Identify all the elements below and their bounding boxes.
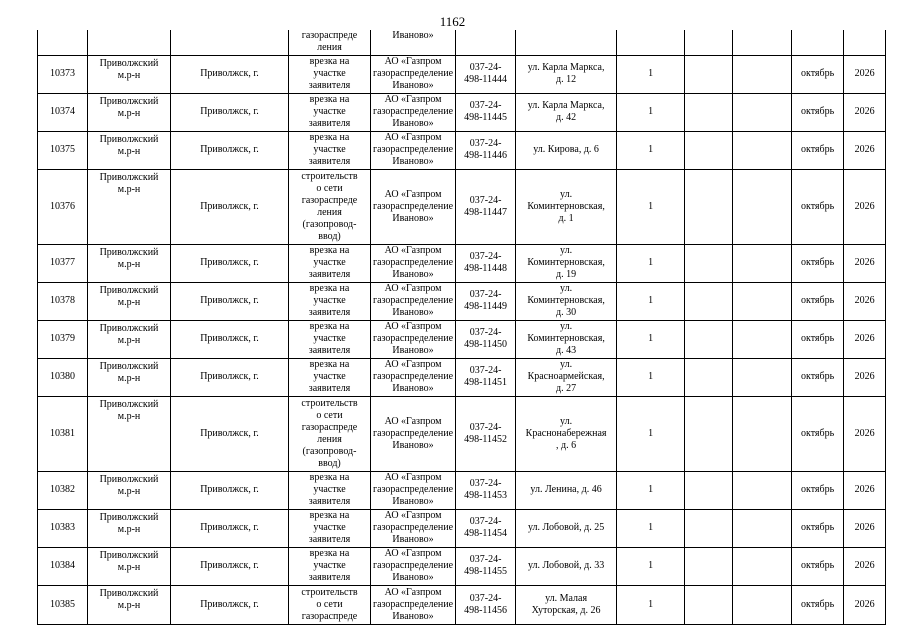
cell-year: 2026 — [844, 585, 886, 624]
cell-organization: АО «Газпром газораспределение Иваново» — [371, 509, 456, 547]
cell-empty — [685, 244, 733, 282]
cell-month: октябрь — [792, 93, 844, 131]
cell-empty — [38, 30, 88, 55]
cell-work-type: врезка на участке заявителя — [289, 509, 371, 547]
cell-locality: Приволжск, г. — [171, 93, 289, 131]
cell-year: 2026 — [844, 131, 886, 169]
cell-number: 10373 — [38, 55, 88, 93]
cell-organization: АО «Газпром газораспределение Иваново» — [371, 131, 456, 169]
cell-quantity: 1 — [617, 396, 685, 471]
cell-district: Приволжский м.р-н — [88, 169, 171, 244]
cell-locality: Приволжск, г. — [171, 131, 289, 169]
cell-number: 10380 — [38, 358, 88, 396]
table-row — [38, 396, 886, 471]
cell-month: октябрь — [792, 244, 844, 282]
cell-work-type: врезка на участке заявителя — [289, 471, 371, 509]
cell-year: 2026 — [844, 547, 886, 585]
cell-empty — [685, 93, 733, 131]
cell-work-type: врезка на участке заявителя — [289, 320, 371, 358]
cell-quantity: 1 — [617, 93, 685, 131]
gas-connection-table — [37, 30, 886, 625]
table-row — [38, 509, 886, 547]
cell-code: 037-24- 498-11444 — [456, 55, 516, 93]
cell-work-type: врезка на участке заявителя — [289, 358, 371, 396]
cell-code: 037-24- 498-11453 — [456, 471, 516, 509]
cell-work-type: строительств о сети газораспреде ления (газопровод- ввод) — [289, 169, 371, 244]
cell-quantity: 1 — [617, 131, 685, 169]
cell-year: 2026 — [844, 55, 886, 93]
cell-quantity: 1 — [617, 358, 685, 396]
page-number: 1162 — [439, 14, 466, 29]
cell-empty — [733, 55, 792, 93]
cell-empty — [733, 320, 792, 358]
cell-locality: Приволжск, г. — [171, 55, 289, 93]
cell-district: Приволжский м.р-н — [88, 471, 171, 509]
cell-year: 2026 — [844, 396, 886, 471]
cell-address: ул. Коминтерновская, д. 1 — [516, 169, 617, 244]
cell-empty — [617, 30, 685, 55]
cell-code: 037-24- 498-11446 — [456, 131, 516, 169]
cell-empty — [792, 30, 844, 55]
cell-district: Приволжский м.р-н — [88, 244, 171, 282]
cell-quantity: 1 — [617, 320, 685, 358]
cell-address: ул. Коминтерновская, д. 30 — [516, 282, 617, 320]
cell-locality: Приволжск, г. — [171, 471, 289, 509]
cell-address: ул. Краснонабережная , д. 6 — [516, 396, 617, 471]
cell-empty — [685, 509, 733, 547]
cell-number: 10375 — [38, 131, 88, 169]
cell-work-type: врезка на участке заявителя — [289, 55, 371, 93]
table-row — [38, 244, 886, 282]
cell-empty — [844, 30, 886, 55]
cell-empty — [685, 131, 733, 169]
cell-district: Приволжский м.р-н — [88, 509, 171, 547]
cell-organization: Иваново» — [371, 30, 456, 55]
cell-quantity: 1 — [617, 471, 685, 509]
cell-address: ул. Малая Хуторская, д. 26 — [516, 585, 617, 624]
cell-code: 037-24- 498-11451 — [456, 358, 516, 396]
cell-month: октябрь — [792, 358, 844, 396]
cell-empty — [456, 30, 516, 55]
cell-empty — [733, 282, 792, 320]
cell-empty — [733, 585, 792, 624]
cell-year: 2026 — [844, 244, 886, 282]
cell-address: ул. Коминтерновская, д. 19 — [516, 244, 617, 282]
cell-organization: АО «Газпром газораспределение Иваново» — [371, 358, 456, 396]
cell-work-type: строительств о сети газораспреде — [289, 585, 371, 624]
cell-number: 10384 — [38, 547, 88, 585]
cell-empty — [88, 30, 171, 55]
cell-district: Приволжский м.р-н — [88, 93, 171, 131]
cell-organization: АО «Газпром газораспределение Иваново» — [371, 55, 456, 93]
cell-month: октябрь — [792, 320, 844, 358]
cell-locality: Приволжск, г. — [171, 585, 289, 624]
cell-empty — [733, 244, 792, 282]
cell-code: 037-24- 498-11448 — [456, 244, 516, 282]
cell-code: 037-24- 498-11450 — [456, 320, 516, 358]
table-row — [38, 131, 886, 169]
cell-quantity: 1 — [617, 547, 685, 585]
cell-organization: АО «Газпром газораспределение Иваново» — [371, 585, 456, 624]
cell-number: 10383 — [38, 509, 88, 547]
cell-empty — [733, 358, 792, 396]
cell-month: октябрь — [792, 509, 844, 547]
cell-locality: Приволжск, г. — [171, 358, 289, 396]
cell-locality: Приволжск, г. — [171, 169, 289, 244]
cell-district: Приволжский м.р-н — [88, 585, 171, 624]
cell-month: октябрь — [792, 282, 844, 320]
cell-empty — [733, 396, 792, 471]
cell-year: 2026 — [844, 320, 886, 358]
cell-locality: Приволжск, г. — [171, 547, 289, 585]
cell-code: 037-24- 498-11449 — [456, 282, 516, 320]
cell-code: 037-24- 498-11445 — [456, 93, 516, 131]
table-row — [38, 358, 886, 396]
cell-month: октябрь — [792, 169, 844, 244]
cell-year: 2026 — [844, 471, 886, 509]
cell-number: 10378 — [38, 282, 88, 320]
cell-number: 10377 — [38, 244, 88, 282]
cell-empty — [733, 93, 792, 131]
cell-organization: АО «Газпром газораспределение Иваново» — [371, 282, 456, 320]
cell-organization: АО «Газпром газораспределение Иваново» — [371, 169, 456, 244]
cell-district: Приволжский м.р-н — [88, 396, 171, 471]
cell-work-type: газораспреде ления — [289, 30, 371, 55]
cell-empty — [685, 547, 733, 585]
cell-work-type: врезка на участке заявителя — [289, 547, 371, 585]
cell-empty — [685, 282, 733, 320]
table-row — [38, 282, 886, 320]
cell-number: 10376 — [38, 169, 88, 244]
cell-quantity: 1 — [617, 244, 685, 282]
cell-empty — [685, 358, 733, 396]
cell-locality: Приволжск, г. — [171, 282, 289, 320]
table-row — [38, 169, 886, 244]
cell-district: Приволжский м.р-н — [88, 547, 171, 585]
cell-district: Приволжский м.р-н — [88, 320, 171, 358]
cell-empty — [733, 169, 792, 244]
cell-empty — [685, 55, 733, 93]
cell-empty — [685, 471, 733, 509]
cell-quantity: 1 — [617, 282, 685, 320]
cell-organization: АО «Газпром газораспределение Иваново» — [371, 547, 456, 585]
cell-organization: АО «Газпром газораспределение Иваново» — [371, 93, 456, 131]
continuation-row — [38, 30, 886, 55]
cell-year: 2026 — [844, 358, 886, 396]
cell-empty — [685, 396, 733, 471]
cell-address: ул. Лобовой, д. 25 — [516, 509, 617, 547]
cell-month: октябрь — [792, 55, 844, 93]
cell-work-type: врезка на участке заявителя — [289, 131, 371, 169]
cell-organization: АО «Газпром газораспределение Иваново» — [371, 471, 456, 509]
cell-address: ул. Карла Маркса, д. 12 — [516, 55, 617, 93]
cell-number: 10385 — [38, 585, 88, 624]
cell-address: ул. Лобовой, д. 33 — [516, 547, 617, 585]
cell-year: 2026 — [844, 93, 886, 131]
cell-work-type: врезка на участке заявителя — [289, 93, 371, 131]
table-row — [38, 471, 886, 509]
cell-empty — [733, 30, 792, 55]
cell-locality: Приволжск, г. — [171, 509, 289, 547]
cell-month: октябрь — [792, 131, 844, 169]
cell-quantity: 1 — [617, 585, 685, 624]
cell-organization: АО «Газпром газораспределение Иваново» — [371, 320, 456, 358]
cell-code: 037-24- 498-11454 — [456, 509, 516, 547]
cell-empty — [685, 30, 733, 55]
cell-month: октябрь — [792, 585, 844, 624]
cell-year: 2026 — [844, 169, 886, 244]
cell-address: ул. Ленина, д. 46 — [516, 471, 617, 509]
cell-code: 037-24- 498-11447 — [456, 169, 516, 244]
cell-code: 037-24- 498-11455 — [456, 547, 516, 585]
cell-code: 037-24- 498-11452 — [456, 396, 516, 471]
cell-locality: Приволжск, г. — [171, 244, 289, 282]
cell-year: 2026 — [844, 509, 886, 547]
cell-number: 10374 — [38, 93, 88, 131]
cell-quantity: 1 — [617, 509, 685, 547]
cell-work-type: врезка на участке заявителя — [289, 282, 371, 320]
cell-number: 10381 — [38, 396, 88, 471]
cell-empty — [733, 509, 792, 547]
cell-number: 10382 — [38, 471, 88, 509]
cell-empty — [685, 585, 733, 624]
cell-month: октябрь — [792, 396, 844, 471]
table-row — [38, 547, 886, 585]
cell-district: Приволжский м.р-н — [88, 131, 171, 169]
cell-district: Приволжский м.р-н — [88, 358, 171, 396]
cell-district: Приволжский м.р-н — [88, 55, 171, 93]
cell-empty — [171, 30, 289, 55]
cell-month: октябрь — [792, 547, 844, 585]
cell-empty — [733, 131, 792, 169]
cell-empty — [685, 169, 733, 244]
cell-locality: Приволжск, г. — [171, 320, 289, 358]
cell-number: 10379 — [38, 320, 88, 358]
cell-empty — [733, 471, 792, 509]
cell-code: 037-24- 498-11456 — [456, 585, 516, 624]
table-row — [38, 320, 886, 358]
table-row — [38, 93, 886, 131]
cell-organization: АО «Газпром газораспределение Иваново» — [371, 396, 456, 471]
cell-locality: Приволжск, г. — [171, 396, 289, 471]
cell-month: октябрь — [792, 471, 844, 509]
cell-address: ул. Кирова, д. 6 — [516, 131, 617, 169]
cell-address: ул. Коминтерновская, д. 43 — [516, 320, 617, 358]
cell-address: ул. Карла Маркса, д. 42 — [516, 93, 617, 131]
cell-empty — [685, 320, 733, 358]
cell-year: 2026 — [844, 282, 886, 320]
cell-address: ул. Красноармейская, д. 27 — [516, 358, 617, 396]
cell-empty — [516, 30, 617, 55]
cell-empty — [733, 547, 792, 585]
cell-work-type: строительств о сети газораспреде ления (газопровод- ввод) — [289, 396, 371, 471]
cell-quantity: 1 — [617, 169, 685, 244]
table-row — [38, 55, 886, 93]
cell-quantity: 1 — [617, 55, 685, 93]
cell-district: Приволжский м.р-н — [88, 282, 171, 320]
cell-organization: АО «Газпром газораспределение Иваново» — [371, 244, 456, 282]
table-row — [38, 585, 886, 624]
cell-work-type: врезка на участке заявителя — [289, 244, 371, 282]
